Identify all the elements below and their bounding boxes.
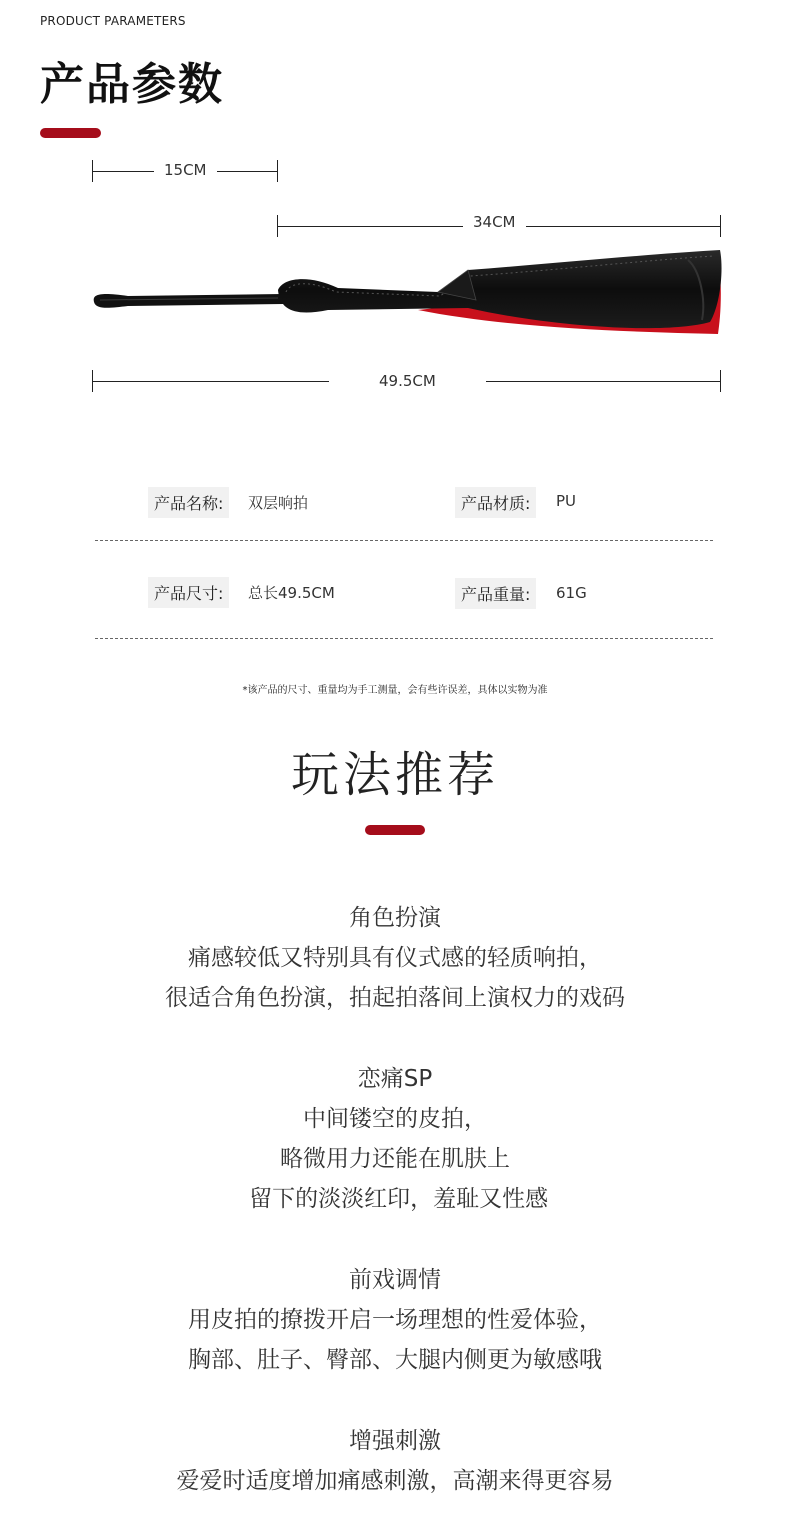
usage-heading: 恋痛SP xyxy=(357,1066,433,1092)
spec-size-key: 产品尺寸: xyxy=(148,577,229,608)
spec-weight-key: 产品重量: xyxy=(455,578,536,609)
usage-heading: 增强刺激 xyxy=(349,1428,441,1454)
usage-heading: 角色扮演 xyxy=(349,905,441,931)
dimension-blade xyxy=(277,215,721,237)
usage-heading: 前戏调情 xyxy=(349,1267,441,1293)
usage-section-sp xyxy=(0,1059,790,1219)
usage-line: 痛感较低又特别具有仪式感的轻质响拍， xyxy=(188,945,602,971)
spec-material-value: PU xyxy=(556,492,577,510)
usage-accent-bar xyxy=(365,825,425,835)
spec-divider xyxy=(95,540,713,541)
spec-name-value: 双层响拍 xyxy=(248,494,309,512)
usage-title: 玩法推荐 xyxy=(290,747,499,803)
usage-section-roleplay xyxy=(0,898,790,1018)
usage-line: 用皮拍的撩拨开启一场理想的性爱体验， xyxy=(188,1307,602,1333)
spec-size-value: 总长49.5CM xyxy=(248,584,335,602)
product-paddle-image xyxy=(88,240,728,350)
usage-line: 中间镂空的皮拍， xyxy=(303,1106,487,1132)
usage-section-stimulation xyxy=(0,1421,790,1501)
header-subtitle: PRODUCT PARAMETERS xyxy=(40,14,186,28)
dimension-handle xyxy=(92,160,278,182)
title-accent-bar xyxy=(40,128,101,138)
usage-section-foreplay xyxy=(0,1260,790,1380)
spec-divider xyxy=(95,638,713,639)
spec-material-key: 产品材质: xyxy=(455,487,536,518)
usage-line: 略微用力还能在肌肤上 xyxy=(280,1146,510,1172)
spec-name-key: 产品名称: xyxy=(148,487,229,518)
usage-line: 爱爱时适度增加痛感刺激，高潮来得更容易 xyxy=(176,1468,614,1494)
measurement-note: *该产品的尺寸、重量均为手工测量，会有些许误差，具体以实物为准 xyxy=(242,685,548,696)
dimension-total-label: 49.5CM xyxy=(329,372,486,390)
usage-line: 胸部、肚子、臀部、大腿内侧更为敏感哦 xyxy=(188,1347,602,1373)
page-title: 产品参数 xyxy=(40,59,224,110)
dimension-blade-label: 34CM xyxy=(463,213,526,231)
usage-line: 留下的淡淡红印，羞耻又性感 xyxy=(241,1186,549,1212)
spec-weight-value: 61G xyxy=(556,584,587,602)
dimension-handle-label: 15CM xyxy=(154,161,217,179)
dimension-total xyxy=(92,370,721,392)
usage-line: 很适合角色扮演，拍起拍落间上演权力的戏码 xyxy=(165,985,625,1011)
